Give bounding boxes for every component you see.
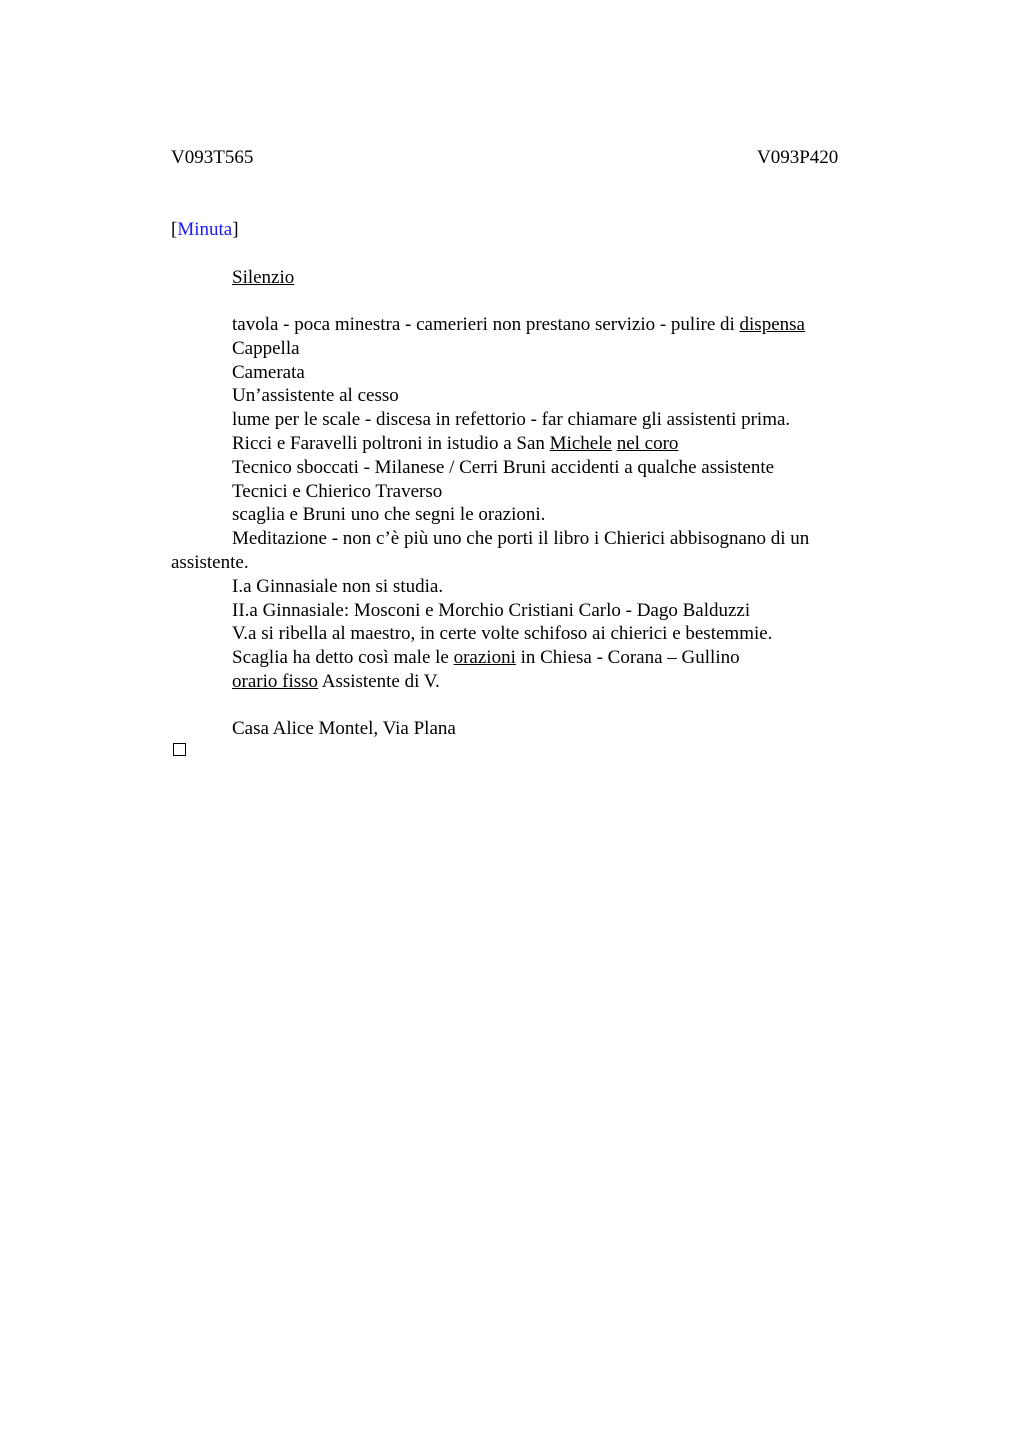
note-line: II.a Ginnasiale: Mosconi e Morchio Cristiani Carlo - Dago Balduzzi xyxy=(232,599,751,621)
open-bracket: [ xyxy=(171,219,178,240)
note-text: in Chiesa - Corana – Gullino xyxy=(515,647,740,669)
note-line xyxy=(171,432,861,456)
section-heading: Silenzio xyxy=(232,267,295,288)
minuta-label xyxy=(171,218,239,242)
note-line: Tecnico sboccati - Milanese / Cerri Bruni accidenti a qualche assistente xyxy=(232,456,775,478)
note-line: V.a si ribella al maestro, in certe volte schifoso ai chierici e bestemmie. xyxy=(232,623,773,645)
minuta-link[interactable]: Minuta xyxy=(177,219,233,240)
note-text: Ricci e Faravelli poltroni in istudio a San xyxy=(232,432,550,454)
note-line: Meditazione - non c’è più uno che porti il libro i Chierici abbisognano di un assistente. xyxy=(171,528,810,573)
note-line xyxy=(171,670,861,694)
note-line: Tecnici e Chierico Traverso xyxy=(232,480,443,502)
close-bracket: ] xyxy=(232,219,239,240)
note-line xyxy=(171,646,861,670)
note-line: Camerata xyxy=(232,361,305,383)
note-line: Un’assistente al cesso xyxy=(232,385,399,407)
note-line: Cappella xyxy=(232,337,300,359)
note-text: Assistente di V. xyxy=(318,670,440,692)
note-text: Scaglia ha detto così male le xyxy=(232,647,454,669)
underlined-text: orazioni xyxy=(453,647,516,669)
underlined-text: Michele xyxy=(549,432,612,454)
header-left-code: V093T565 xyxy=(171,147,254,168)
underlined-text: nel coro xyxy=(616,432,679,454)
note-line xyxy=(171,313,861,337)
note-line: lume per le scale - discesa in refettorio - far chiamare gli assistenti prima. xyxy=(232,409,791,431)
notes-body xyxy=(171,313,861,694)
footer-address: Casa Alice Montel, Via Plana xyxy=(232,718,456,739)
note-text: tavola - poca minestra - camerieri non prestano servizio - pulire di xyxy=(232,314,740,335)
note-line: scaglia e Bruni uno che segni le orazioni. xyxy=(232,504,546,526)
underlined-text: dispensa xyxy=(739,314,805,335)
note-line: I.a Ginnasiale non si studia. xyxy=(232,575,444,597)
underlined-text: orario fisso xyxy=(232,670,319,692)
header-right-code: V093P420 xyxy=(757,147,839,168)
empty-box-icon xyxy=(173,743,186,756)
